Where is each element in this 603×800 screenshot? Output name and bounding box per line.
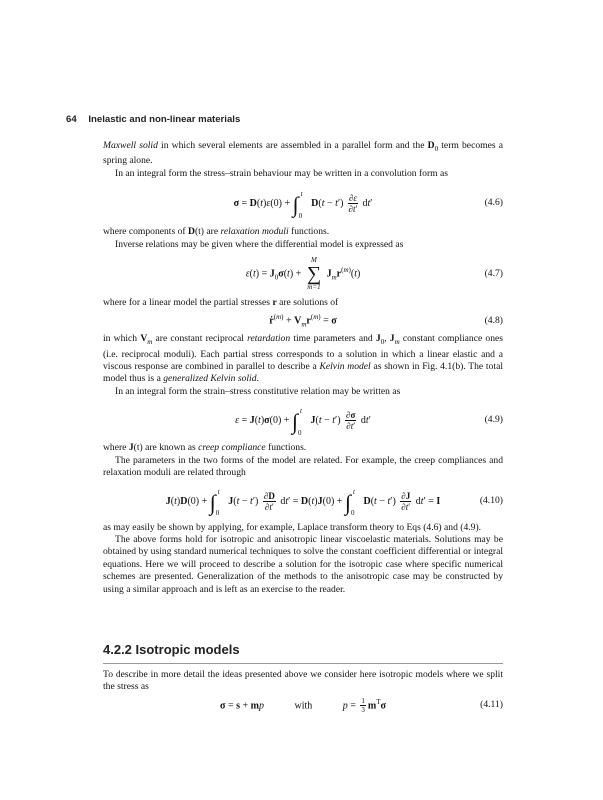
text: .: [256, 373, 259, 385]
symbol-J: J: [389, 333, 395, 345]
term-maxwell-solid: Maxwell solid: [103, 140, 158, 151]
symbol-r: r: [272, 296, 277, 308]
section-paragraph-1: To describe in more detail the ideas presented above we consider here isotropic models where we split the stress as: [103, 669, 503, 693]
paragraph-4: Inverse relations may be given where the differential model is expressed as: [115, 238, 404, 250]
subscript: 0: [380, 338, 385, 347]
symbol-J: J: [128, 442, 134, 454]
equation-4-10: [103, 480, 503, 522]
equation-word-with: with: [294, 699, 313, 711]
equation-expression: $\varepsilon(t) = J_0\sigma(t)$ + M ∑ m=1 $J_mr^{(m)}(t)$: [245, 255, 361, 291]
paragraph-2: In an integral form the stress–strain behaviour may be written in a convolution form as: [115, 167, 449, 179]
equation-number: (4.6): [484, 196, 503, 208]
paragraph-11: The above forms hold for isotropic and anisotropic linear viscoelastic materials. Solutions may be obtained by using standard numerical techniques to solve the constant coefficient differential or integral equations. Here we will proceed to describe a solution for the isotropic case where specific numerical schemes are presented. Generalization of the methods to the anisotropic case may be constructed by using a similar approach and is left as an exercise to the reader.: [103, 533, 503, 595]
equation-number: (4.10): [479, 494, 503, 506]
equation-4-11: [103, 694, 503, 716]
text: functions.: [265, 442, 307, 454]
text: as shown in Fig. 4.1(b). The total model thus is a: [103, 361, 503, 385]
equation-expression: J(t)D(0) + ∫ t 0 J(t − t′) $\frac{\partial D}{\partial t'}$ dt′ = D(t)J(0) + ∫ t 0 D(t − t′) $\frac{\partial J}{\partial t'}$ dt′ = I: [165, 487, 441, 518]
equation-number: (4.7): [484, 267, 503, 279]
text: in which: [103, 333, 141, 345]
main-text-column: [103, 140, 503, 596]
text: constant compliance ones (i.e. reciprocal moduli). Each partial stress corresponds to a solution in which a linear elastic and a viscous response are combined in parallel to describe a: [103, 333, 503, 373]
symbol-D: D: [188, 226, 195, 238]
equation-expression: σ = D(t)ε(0) + ∫ t 0 D(t − t′) $\frac{\partial\varepsilon}{\partial t'}$ dt′: [233, 190, 373, 220]
equation-expression: σ = s + mp with p = $\frac{1}{3}$ $m^T\sigma$: [220, 697, 386, 715]
paragraph-1: [103, 140, 503, 168]
text: term becomes a spring alone.: [103, 140, 504, 167]
paragraph-10: as may easily be shown by applying, for example, Laplace transform theory to Eqs (4.6) and (4.9).: [103, 521, 482, 533]
subscript: m: [147, 338, 153, 347]
paragraph-3: [103, 226, 503, 238]
equation-number: (4.9): [484, 414, 503, 426]
text: (t): [133, 442, 143, 454]
term-kelvin-model: Kelvin model: [319, 361, 371, 373]
term-generalized-kelvin-solid: generalized Kelvin solid: [163, 373, 257, 385]
term-retardation: retardation: [247, 333, 291, 345]
text: in which several elements are assembled in a parallel form and the: [157, 140, 428, 151]
equation-4-6: [103, 180, 503, 226]
text: are constant reciprocal: [152, 333, 248, 345]
equation-number: (4.8): [484, 315, 503, 327]
text: where: [103, 442, 129, 454]
section-title: 4.2.2 Isotropic models: [103, 642, 240, 657]
paragraph-8: [103, 442, 503, 454]
section-rule: [103, 663, 503, 664]
text: (t): [194, 226, 204, 238]
equation-expression: ṙ$^{(m)}$ + $V_mr^{(m)} = \sigma$: [269, 313, 337, 329]
running-head: [66, 114, 240, 125]
equation-4-7: [103, 251, 503, 297]
term-creep-compliance: creep compliance: [198, 442, 266, 454]
text: functions.: [288, 226, 330, 238]
text: are solutions of: [276, 296, 339, 308]
symbol-V: V: [140, 333, 148, 345]
section-text-column: [103, 669, 503, 716]
equation-4-8: [103, 309, 503, 333]
text: are known as: [142, 442, 199, 454]
term-relaxation-moduli: relaxation moduli: [220, 226, 289, 238]
paragraph-5: [103, 297, 503, 309]
symbol-J: J: [375, 333, 381, 345]
subscript: 0: [434, 144, 439, 153]
text: are: [204, 226, 221, 238]
section-heading: [103, 642, 240, 657]
text: ,: [384, 333, 390, 345]
subscript: m: [394, 338, 400, 347]
text: time parameters and: [290, 333, 376, 345]
text: where components of: [103, 226, 188, 238]
text: where for a linear model the partial stresses: [103, 296, 273, 308]
paragraph-9: The parameters in the two forms of the model are related. For example, the creep compliances and relaxation moduli are related through: [103, 454, 503, 479]
symbol-D: D: [427, 140, 435, 151]
page-number: 64: [66, 114, 77, 125]
equation-4-9: [103, 398, 503, 442]
equation-expression: ε = J(t)σ(0) + ∫ t 0 J(t − t′) $\frac{\partial\sigma}{\partial t'}$ dt′: [235, 407, 371, 437]
equation-number: (4.11): [480, 698, 503, 710]
running-head-title: Inelastic and non-linear materials: [88, 114, 241, 125]
paragraph-7: In an integral form the strain–stress constitutive relation may be written as: [115, 385, 401, 397]
paragraph-6: [103, 333, 503, 386]
